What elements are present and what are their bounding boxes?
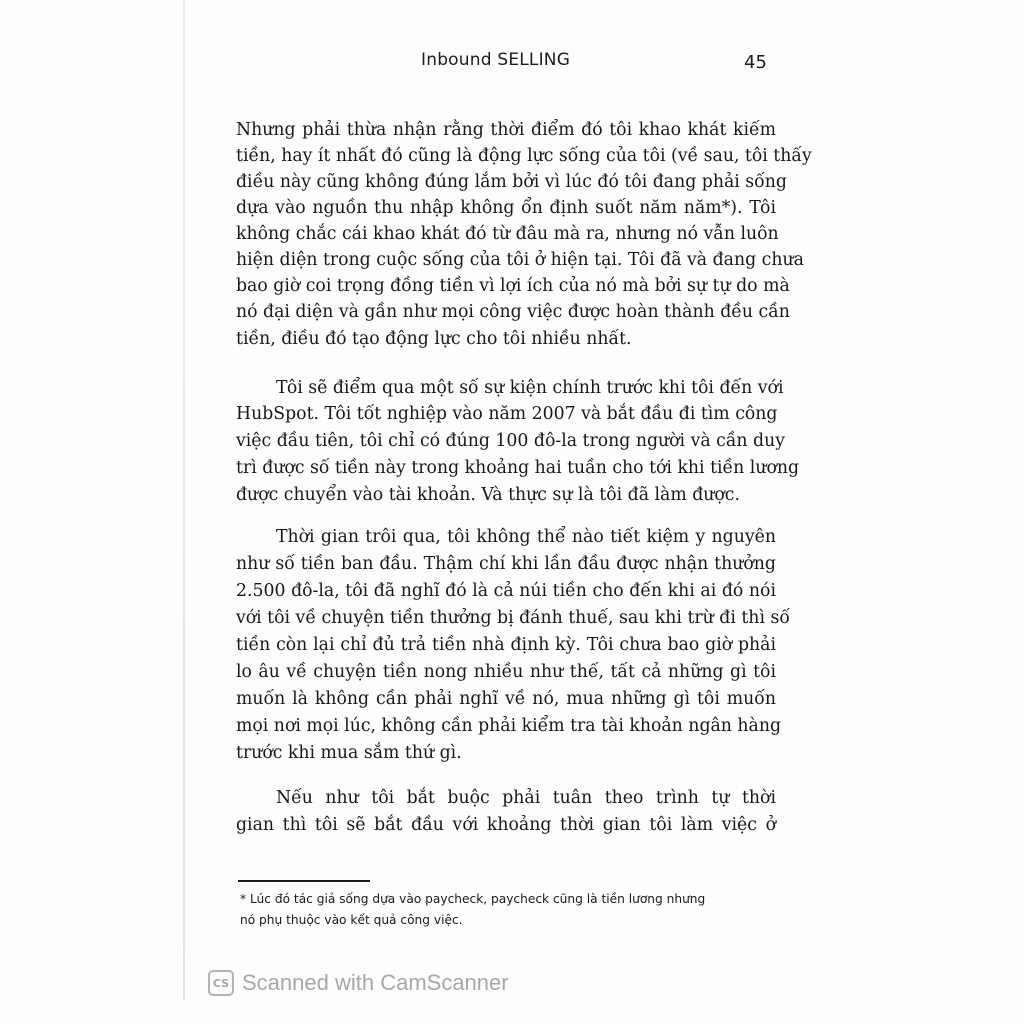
footnote-line: * Lúc đó tác giả sống dựa vào paycheck, paycheck cũng là tiền lương nhưng xyxy=(240,892,706,906)
text-line: trì được số tiền này trong khoảng hai tuần cho tới khi tiền lương xyxy=(236,458,800,478)
text-line: tiền còn lại chỉ đủ trả tiền nhà định kỳ. Tôi chưa bao giờ phải xyxy=(236,635,776,655)
page-edge-shadow xyxy=(183,0,185,1000)
text-line: lo âu về chuyện tiền nong nhiều như thế, tất cả những gì tôi xyxy=(236,662,776,682)
text-line: 2.500 đô-la, tôi đã nghĩ đó là cả núi tiền cho đến khi ai đó nói xyxy=(236,581,776,601)
text-line: Nhưng phải thừa nhận rằng thời điểm đó tôi khao khát kiếm xyxy=(236,120,776,140)
text-line: gian thì tôi sẽ bắt đầu với khoảng thời gian tôi làm việc ở xyxy=(236,815,776,835)
text-line: HubSpot. Tôi tốt nghiệp vào năm 2007 và bắt đầu đi tìm công xyxy=(236,404,778,424)
text-line: hiện diện trong cuộc sống của tôi ở hiện tại. Tôi đã và đang chưa xyxy=(236,250,804,270)
text-line: được chuyển vào tài khoản. Và thực sự là tôi đã làm được. xyxy=(236,485,740,505)
camscanner-logo-icon: CS xyxy=(208,970,234,996)
camscanner-watermark xyxy=(208,970,509,996)
text-line: việc đầu tiên, tôi chỉ có đúng 100 đô-la trong người và cần duy xyxy=(236,431,785,451)
text-line: bao giờ coi trọng đồng tiền vì lợi ích của nó mà bởi sự tự do mà xyxy=(236,276,790,296)
text-line: tiền, hay ít nhất đó cũng là động lực sống của tôi (về sau, tôi thấy xyxy=(236,146,812,166)
text-line: không chắc cái khao khát đó từ đâu mà ra, nhưng nó vẫn luôn xyxy=(236,224,779,244)
text-line: nó đại diện và gần như mọi công việc được hoàn thành đều cần xyxy=(236,302,790,322)
running-header-title: Inbound SELLING xyxy=(421,50,571,70)
footnote-line: nó phụ thuộc vào kết quả công việc. xyxy=(240,913,463,927)
watermark-text: Scanned with CamScanner xyxy=(242,970,509,995)
text-line: Thời gian trôi qua, tôi không thể nào tiết kiệm y nguyên xyxy=(276,527,776,547)
text-line: Nếu như tôi bắt buộc phải tuân theo trình tự thời xyxy=(276,788,776,808)
text-line: trước khi mua sắm thứ gì. xyxy=(236,743,462,763)
text-line: điều này cũng không đúng lắm bởi vì lúc đó tôi đang phải sống xyxy=(236,172,787,192)
text-line: mọi nơi mọi lúc, không cần phải kiểm tra tài khoản ngân hàng xyxy=(236,716,782,736)
footnote-separator xyxy=(238,880,370,882)
text-line: như số tiền ban đầu. Thậm chí khi lần đầu được nhận thưởng xyxy=(236,554,776,574)
footnote xyxy=(240,889,780,931)
text-line: tiền, điều đó tạo động lực cho tôi nhiều nhất. xyxy=(236,329,632,349)
text-line: Tôi sẽ điểm qua một số sự kiện chính trước khi tôi đến với xyxy=(276,378,784,398)
text-line: với tôi về chuyện tiền thưởng bị đánh thuế, sau khi trừ đi thì số xyxy=(236,608,790,628)
page-number: 45 xyxy=(744,52,767,73)
text-line: dựa vào nguồn thu nhập không ổn định suốt năm năm*). Tôi xyxy=(236,198,776,218)
text-line: muốn là không cần phải nghĩ về nó, mua những gì tôi muốn xyxy=(236,689,776,709)
